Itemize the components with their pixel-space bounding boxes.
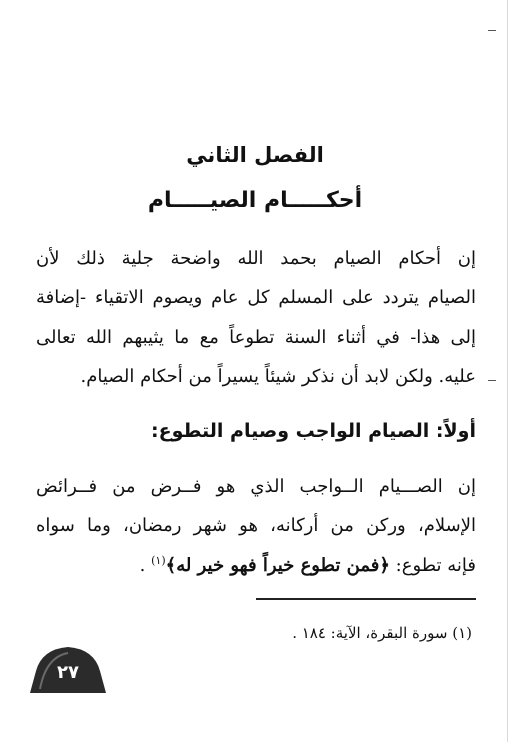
section-title: أحكـــــام الصيـــــام <box>147 188 363 213</box>
quote-intro: فإنه تطوع: <box>389 555 476 576</box>
paragraph-1-line-2: الصيام يتردد على المسلم كل عام ويصوم الاتقياء -إضافة <box>36 287 476 308</box>
paragraph-1-line-1: إن أحكام الصيام بحمد الله واضحة جلية ذلك لأن <box>36 248 476 269</box>
quran-quote: ﴿فمن تطوع خيراً فهو خير له﴾ <box>165 555 390 576</box>
paragraph-2-line-1: إن الصـــيام الــواجب الذي هو فــرض من فــرائض <box>36 476 476 497</box>
page-number: ٢٧ <box>57 662 79 683</box>
crop-mark-top <box>488 30 496 31</box>
chapter-title: الفصل الثاني <box>186 143 324 167</box>
footnote-divider <box>256 598 476 600</box>
footnote-ref: (١) <box>151 554 166 567</box>
quote-end: . <box>139 555 152 576</box>
subheading: أولاً: الصيام الواجب وصيام التطوع: <box>151 420 476 442</box>
page-edge <box>507 0 508 742</box>
paragraph-1-line-4: عليه. ولكن لابد أن نذكر شيئاً يسيراً من أحكام الصيام. <box>80 366 476 387</box>
footnote: (١) سورة البقرة، الآية: ١٨٤ . <box>292 624 472 642</box>
paragraph-2-line-3 <box>36 554 476 576</box>
crop-mark-mid <box>488 380 496 381</box>
paragraph-2-line-2: الإسلام، وركن من أركانه، هو شهر رمضان، وما سواه <box>36 515 476 536</box>
paragraph-1-line-3: إلى هذا- في أثناء السنة تطوعاً مع ما يثيبهم الله تعالى <box>36 327 476 348</box>
